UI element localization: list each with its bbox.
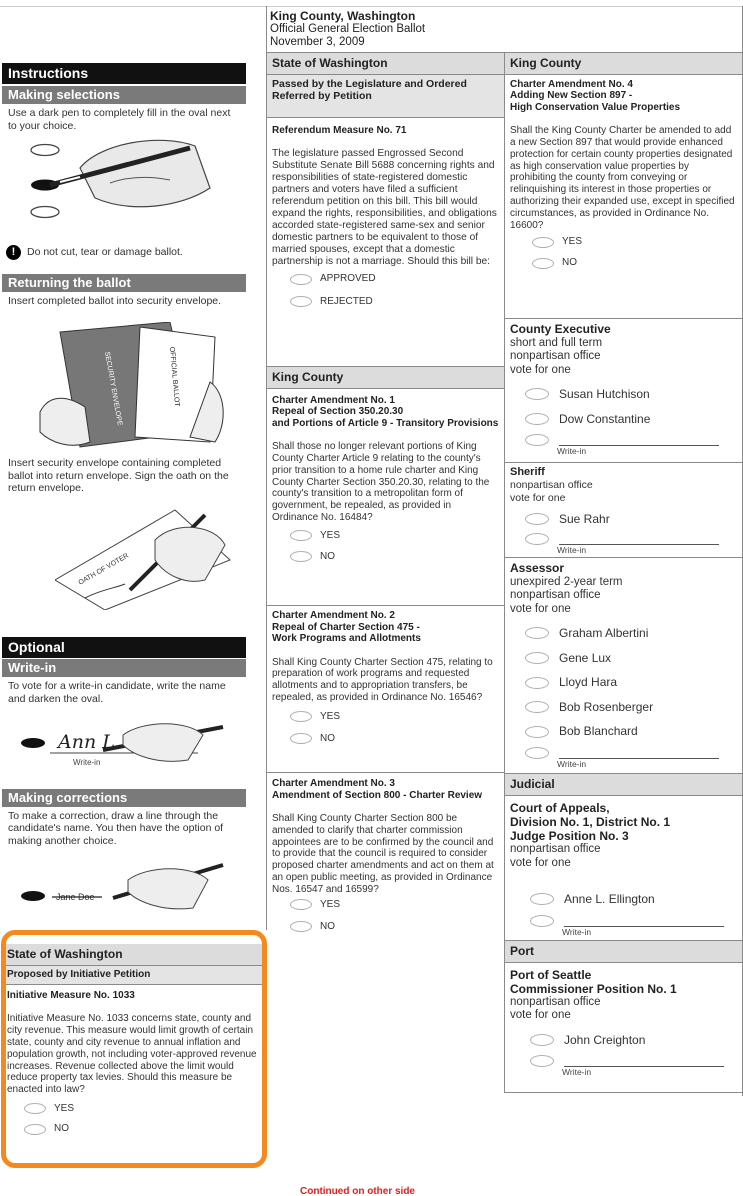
option-label: NO (320, 732, 335, 744)
oval-icon[interactable] (290, 733, 312, 744)
warning-text: Do not cut, tear or damage ballot. (27, 246, 183, 259)
ca3-no-option[interactable] (290, 921, 499, 933)
candidate-lux[interactable] (525, 651, 740, 666)
writein-line[interactable] (564, 917, 724, 927)
ca1-yes-option[interactable] (290, 530, 499, 542)
sheriff-subtitle: nonpartisan office vote for one (510, 479, 593, 504)
candidate-albertini[interactable] (525, 626, 740, 641)
ca3-title: Charter Amendment No. 3 Amendment of Section 800 - Charter Review (272, 778, 483, 801)
court-subtitle: nonpartisan office vote for one (510, 843, 601, 869)
sheriff-race (510, 466, 740, 555)
optional-heading: Optional (2, 637, 246, 658)
col1-subsection: Proposed by Initiative Petition (2, 966, 264, 985)
oval-icon[interactable] (532, 258, 554, 269)
option-label: APPROVED (320, 273, 376, 285)
option-label: YES (320, 710, 341, 722)
oval-icon[interactable] (525, 533, 549, 545)
oval-icon[interactable] (525, 413, 549, 425)
oval-icon[interactable] (290, 899, 312, 910)
col3-section-port: Port (505, 941, 742, 963)
writein-line[interactable] (559, 436, 719, 446)
sheriff-title: Sheriff (510, 466, 545, 478)
assessor-race (510, 561, 740, 769)
ca2-yes-option[interactable] (290, 711, 499, 723)
ca1-text: Shall those no longer relevant portions of King County Charter Article 9 relating to the county's prior transition to a home rule charter and King County Charter Section 350.20.30, relating to the county's transition to a metropolitan form of government, be repealed, as provided in Ordinance No. 16484? (272, 441, 490, 523)
option-label: NO (320, 920, 335, 932)
corrections-sample: Jane Doe (56, 892, 95, 902)
corrections-panel (2, 789, 246, 851)
ca4-text: Shall the King County Charter be amended to add a new Section 897 that would provide enhanced protection for certain county properties designated as high conservation value properties by prohibiting the county from conveying or relinquishing its interest in those properties or authorizing their expanded use, except in specified circumstances, as provided in Ordinance No. 16600? (510, 125, 735, 231)
returning-text2: Insert security envelope containing completed ballot into return envelope. Sign the oath on the return envelope. (8, 457, 229, 495)
writein-label: Write-in (557, 759, 587, 770)
making-selections-heading: Making selections (2, 86, 246, 104)
column-3 (505, 53, 742, 270)
col1-section-state: State of Washington (2, 944, 264, 966)
court-title: Court of Appeals, Division No. 1, District No. 1 Judge Position No. 3 (510, 800, 671, 843)
candidate-rosenberger[interactable] (525, 700, 740, 715)
candidate-creighton[interactable] (530, 1033, 737, 1048)
option-label: NO (54, 1123, 69, 1135)
oval-icon[interactable] (290, 530, 312, 541)
ca2-text: Shall King County Charter Section 475, relating to preparation of work programs and requested allotments and to appropriation transfers, be repealed, as provided in Ordinance No. 16546? (272, 656, 493, 703)
option-label: NO (562, 257, 577, 269)
judicial-section (505, 774, 742, 937)
returning-heading: Returning the ballot (2, 274, 246, 292)
sheriff-writein[interactable] (525, 533, 740, 545)
ca4-yes-option[interactable] (532, 236, 737, 248)
candidate-ellington[interactable] (530, 892, 737, 907)
assessor-writein[interactable] (525, 747, 740, 759)
col3-section-king: King County (505, 53, 742, 75)
candidate-name: John Creighton (564, 1032, 646, 1047)
option-label: YES (562, 236, 583, 248)
oval-icon[interactable] (290, 551, 312, 562)
oval-icon[interactable] (290, 274, 312, 285)
port-race (505, 963, 742, 1078)
instructions-panel (2, 63, 246, 135)
candidate-name: Graham Albertini (559, 625, 649, 640)
exec-race (510, 322, 740, 457)
election-date: November 3, 2009 (270, 36, 365, 49)
port-section (505, 941, 742, 1078)
ca3-block (267, 778, 504, 933)
writein-label: Write-in (557, 446, 587, 457)
oath-label: OATH OF VOTER (77, 552, 131, 587)
candidate-rahr[interactable] (525, 512, 740, 527)
oval-icon[interactable] (525, 701, 549, 713)
oval-icon[interactable] (532, 237, 554, 248)
option-label: YES (320, 529, 341, 541)
i1033-title: Initiative Measure No. 1033 (7, 989, 135, 1001)
writein-instruction: To vote for a write-in candidate, write the name and darken the oval. (8, 679, 226, 705)
oval-icon[interactable] (525, 513, 549, 525)
top-rule (0, 6, 743, 7)
candidate-name: Gene Lux (559, 650, 612, 665)
ca2-title: Charter Amendment No. 2 Repeal of Charter Section 475 - Work Programs and Allotments (272, 610, 421, 644)
exec-writein[interactable] (525, 434, 740, 446)
instructions-heading: Instructions (2, 63, 246, 84)
writein-heading: Write-in (2, 659, 246, 677)
writein-line[interactable] (559, 749, 719, 759)
rule (504, 318, 743, 319)
oval-icon[interactable] (525, 652, 549, 664)
ca4-block (505, 75, 742, 270)
oval-icon[interactable] (290, 711, 312, 722)
col2-subsection: Passed by the Legislature and Ordered Referred by Petition (267, 75, 504, 118)
assessor-subtitle: unexpired 2-year term nonpartisan office vote for one (510, 575, 623, 615)
candidate-blanchard[interactable] (525, 724, 740, 739)
oath-illustration (55, 500, 235, 610)
writein-line[interactable] (559, 535, 719, 545)
candidate-hutchison[interactable] (525, 387, 740, 402)
ca2-block (267, 610, 504, 745)
writein-sample-label: Write-in (73, 758, 101, 767)
port-title: Port of Seattle Commissioner Position No. 1 (510, 967, 677, 996)
court-race (505, 796, 742, 937)
continued-footer: Continued on other side (300, 1186, 415, 1196)
writein-label: Write-in (562, 926, 592, 937)
court-writein[interactable] (530, 915, 737, 927)
oval-icon[interactable] (530, 1055, 554, 1067)
returning-panel (2, 274, 246, 310)
warning-icon: ! (6, 245, 21, 260)
making-selections-text: Use a dark pen to completely fill in the oval next to your choice. (8, 106, 231, 132)
candidate-name: Anne L. Ellington (564, 892, 655, 906)
option-label: NO (320, 550, 335, 562)
candidate-name: Dow Constantine (559, 411, 651, 426)
i1033-text: Initiative Measure No. 1033 concerns state, county and city revenue. This measure would limit growth of certain state, county and city revenue to annual inflation and population growth, not including voter-approved revenue increases. Revenue collected above the limit would reduce property tax levies. Should this measure be enacted into law? (7, 1013, 257, 1096)
oval-icon[interactable] (525, 627, 549, 639)
ballot-type: Official General Election Ballot (270, 23, 426, 36)
ca1-block (267, 389, 504, 563)
port-writein[interactable] (530, 1055, 737, 1067)
returning-text1: Insert completed ballot into security envelope. (8, 294, 222, 307)
col3-section-judicial: Judicial (505, 774, 742, 796)
corrections-heading: Making corrections (2, 789, 246, 807)
candidate-constantine[interactable] (525, 412, 740, 427)
highlight-box (1, 930, 267, 1168)
writein-label: Write-in (562, 1067, 592, 1078)
ca3-text: Shall King County Charter Section 800 be amended to clarify that charter commission appointees are to be confirmed by the council and to provide that the council is required to consider proposed charter amendments and act on them at an open public meeting, as provided in Ordinance Nos. 16547 and 16599? (272, 813, 494, 895)
envelope-label: SECURITY ENVELOPE (103, 351, 123, 427)
ref71-block (267, 118, 504, 308)
optional-panel (2, 637, 246, 708)
ballot-title (270, 10, 425, 49)
king-county-col2 (267, 367, 504, 563)
ref71-rejected-option[interactable] (290, 296, 499, 308)
oval-icon[interactable] (530, 1034, 554, 1046)
oval-icon[interactable] (525, 677, 549, 689)
ca1-no-option[interactable] (290, 551, 499, 563)
warning-row (6, 245, 183, 260)
oval-icon[interactable] (290, 921, 312, 932)
exec-title: County Executive (510, 322, 611, 336)
rule (504, 557, 743, 558)
option-label: YES (54, 1102, 75, 1114)
oval-icon[interactable] (290, 296, 312, 307)
ref71-title: Referendum Measure No. 71 (272, 124, 407, 136)
oval-icon[interactable] (525, 434, 549, 446)
col2-section-king: King County (267, 367, 504, 389)
ca4-title: Charter Amendment No. 4 Adding New Section 897 - High Conservation Value Properties (510, 78, 681, 113)
assessor-title: Assessor (510, 561, 565, 575)
corrections-text: To make a correction, draw a line through the candidate's name. You then have the option of making another choice. (8, 809, 224, 848)
col2-section-state: State of Washington (267, 53, 504, 75)
candidate-name: Bob Rosenberger (559, 699, 654, 714)
candidate-name: Susan Hutchison (559, 386, 650, 401)
rule (504, 462, 743, 463)
rule (504, 1092, 743, 1093)
exec-subtitle: short and full term nonpartisan office vote for one (510, 336, 603, 376)
ca4-no-option[interactable] (532, 257, 737, 269)
writein-sample: Ann L (58, 731, 115, 753)
writein-illustration (18, 715, 233, 775)
rule (266, 772, 505, 773)
oval-icon[interactable] (525, 388, 549, 400)
column-2 (267, 53, 504, 308)
oval-icon[interactable] (530, 915, 554, 927)
ref71-text: The legislature passed Engrossed Second Substitute Senate Bill 5688 concerning rights and responsibilities of state-registered domestic partners and voters have filed a sufficient referendum petition on this bill. This bill would expand the rights, responsibilities, and obligations accorded state-registered same-sex and senior domestic partners to be equivalent to those of married spouses, except that a domestic partnership is not a marriage. Should this bill be: (272, 148, 497, 268)
option-label: YES (320, 898, 341, 910)
port-subtitle: nonpartisan office vote for one (510, 995, 601, 1022)
candidate-name: Sue Rahr (559, 511, 610, 526)
ballot-label: OFFICIAL BALLOT (168, 346, 181, 407)
ref71-approved-option[interactable] (290, 273, 499, 285)
candidate-name: Lloyd Hara (559, 675, 618, 690)
ca2-no-option[interactable] (290, 733, 499, 745)
ca1-title: Charter Amendment No. 1 Repeal of Section 350.20.30 and Portions of Article 9 - Transitory Provisions (272, 394, 499, 429)
writein-line[interactable] (564, 1057, 724, 1067)
county-name: King County, Washington (270, 9, 416, 23)
corrections-illustration (18, 860, 233, 920)
rule (266, 605, 505, 606)
writein-label: Write-in (557, 544, 587, 555)
envelope-illustration (30, 322, 230, 452)
candidate-name: Bob Blanchard (559, 724, 638, 739)
oval-icon[interactable] (530, 893, 554, 905)
ca3-yes-option[interactable] (290, 899, 499, 911)
candidate-hara[interactable] (525, 675, 740, 690)
oval-icon[interactable] (525, 726, 549, 738)
option-label: REJECTED (320, 295, 373, 307)
fill-oval-illustration (20, 128, 220, 228)
oval-icon[interactable] (525, 747, 549, 759)
